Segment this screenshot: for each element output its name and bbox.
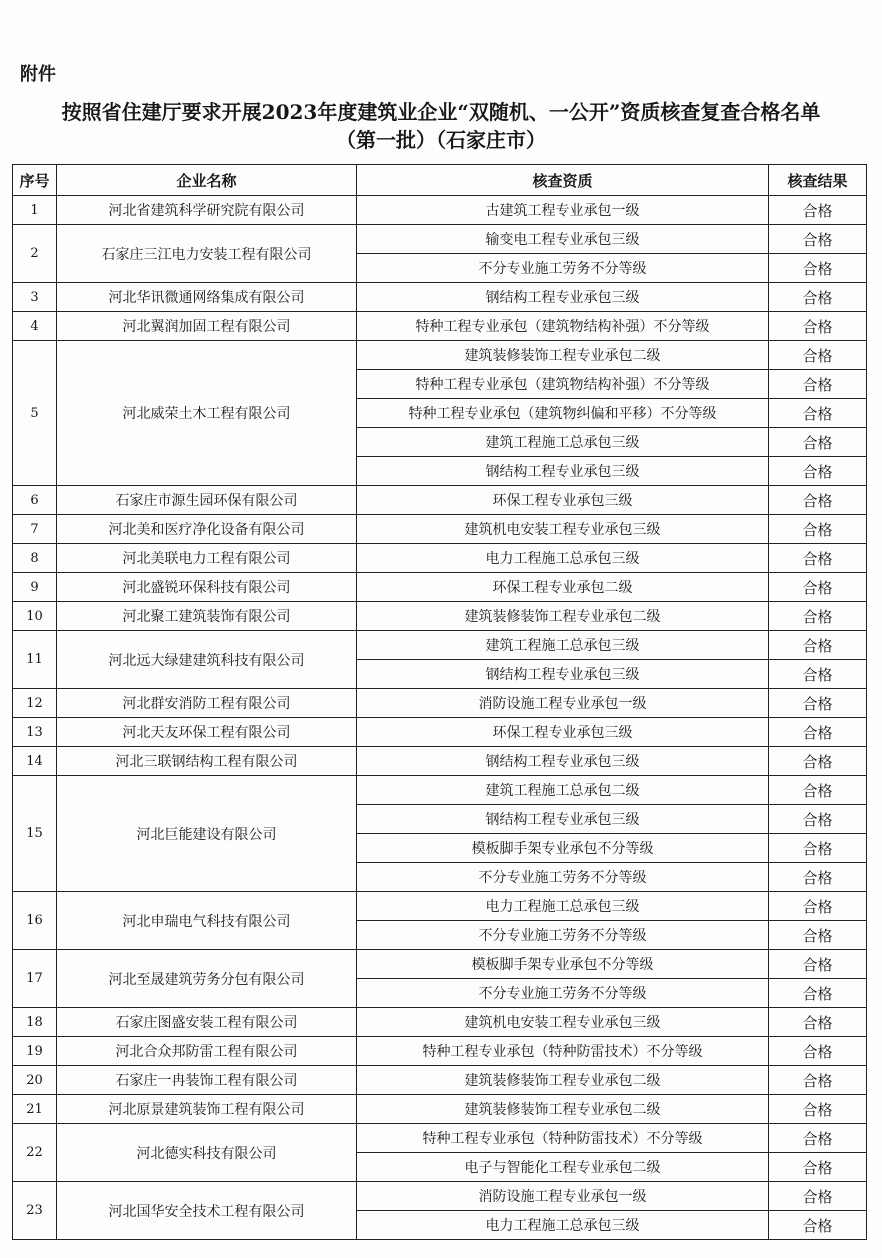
table-row	[13, 486, 867, 515]
qualification-cell: 电力工程施工总承包三级	[357, 544, 769, 573]
result-cell: 合格	[769, 1008, 867, 1037]
result-cell: 合格	[769, 834, 867, 863]
table-body	[13, 196, 867, 1240]
serial-number-cell: 12	[13, 689, 57, 718]
qualification-cell: 钢结构工程专业承包三级	[357, 660, 769, 689]
result-cell: 合格	[769, 979, 867, 1008]
serial-number-cell: 23	[13, 1182, 57, 1240]
result-cell: 合格	[769, 1095, 867, 1124]
qualification-cell: 消防设施工程专业承包一级	[357, 689, 769, 718]
company-name-cell: 河北原景建筑装饰工程有限公司	[57, 1095, 357, 1124]
result-cell: 合格	[769, 573, 867, 602]
result-cell: 合格	[769, 863, 867, 892]
table-row	[13, 718, 867, 747]
qualification-cell: 不分专业施工劳务不分等级	[357, 863, 769, 892]
qualification-cell: 特种工程专业承包（建筑物结构补强）不分等级	[357, 312, 769, 341]
table-row	[13, 892, 867, 921]
qualification-cell: 建筑装修装饰工程专业承包二级	[357, 602, 769, 631]
serial-number-cell: 19	[13, 1037, 57, 1066]
result-cell: 合格	[769, 631, 867, 660]
table-row	[13, 1037, 867, 1066]
table-row	[13, 602, 867, 631]
company-name-cell: 河北三联钢结构工程有限公司	[57, 747, 357, 776]
qualification-cell: 不分专业施工劳务不分等级	[357, 254, 769, 283]
qualification-cell: 特种工程专业承包（建筑物结构补强）不分等级	[357, 370, 769, 399]
result-cell: 合格	[769, 254, 867, 283]
company-name-cell: 河北远大绿建建筑科技有限公司	[57, 631, 357, 689]
result-cell: 合格	[769, 1182, 867, 1211]
serial-number-cell: 7	[13, 515, 57, 544]
table-row	[13, 573, 867, 602]
qualification-cell: 不分专业施工劳务不分等级	[357, 979, 769, 1008]
title-line-1: 按照省住建厅要求开展2023年度建筑业企业“双随机、一公开”资质核查复查合格名单	[61, 100, 821, 124]
qualification-cell: 电力工程施工总承包三级	[357, 892, 769, 921]
company-name-cell: 河北至晟建筑劳务分包有限公司	[57, 950, 357, 1008]
company-name-cell: 河北美联电力工程有限公司	[57, 544, 357, 573]
table-row	[13, 747, 867, 776]
result-cell: 合格	[769, 283, 867, 312]
header-qualification: 核查资质	[357, 165, 769, 196]
qualification-cell: 模板脚手架专业承包不分等级	[357, 950, 769, 979]
serial-number-cell: 22	[13, 1124, 57, 1182]
qualification-cell: 钢结构工程专业承包三级	[357, 805, 769, 834]
result-cell: 合格	[769, 718, 867, 747]
result-cell: 合格	[769, 457, 867, 486]
result-cell: 合格	[769, 370, 867, 399]
document-title	[0, 98, 882, 154]
serial-number-cell: 14	[13, 747, 57, 776]
qualification-cell: 古建筑工程专业承包一级	[357, 196, 769, 225]
serial-number-cell: 1	[13, 196, 57, 225]
company-name-cell: 河北天友环保工程有限公司	[57, 718, 357, 747]
qualification-cell: 建筑机电安装工程专业承包三级	[357, 515, 769, 544]
company-name-cell: 河北华讯微通网络集成有限公司	[57, 283, 357, 312]
table-row	[13, 196, 867, 225]
table-row	[13, 341, 867, 370]
header-company-name: 企业名称	[57, 165, 357, 196]
table-row	[13, 1008, 867, 1037]
serial-number-cell: 4	[13, 312, 57, 341]
qualification-cell: 建筑工程施工总承包三级	[357, 631, 769, 660]
result-cell: 合格	[769, 689, 867, 718]
serial-number-cell: 18	[13, 1008, 57, 1037]
result-cell: 合格	[769, 602, 867, 631]
qualification-cell: 电子与智能化工程专业承包二级	[357, 1153, 769, 1182]
serial-number-cell: 2	[13, 225, 57, 283]
table-row	[13, 950, 867, 979]
company-name-cell: 河北群安消防工程有限公司	[57, 689, 357, 718]
company-name-cell: 河北德实科技有限公司	[57, 1124, 357, 1182]
result-cell: 合格	[769, 1124, 867, 1153]
attachment-label: 附件	[20, 64, 56, 85]
serial-number-cell: 11	[13, 631, 57, 689]
result-cell: 合格	[769, 486, 867, 515]
serial-number-cell: 17	[13, 950, 57, 1008]
table-row	[13, 776, 867, 805]
result-cell: 合格	[769, 776, 867, 805]
company-name-cell: 河北威荣土木工程有限公司	[57, 341, 357, 486]
company-name-cell: 河北翼润加固工程有限公司	[57, 312, 357, 341]
result-cell: 合格	[769, 950, 867, 979]
company-name-cell: 河北聚工建筑装饰有限公司	[57, 602, 357, 631]
qualification-cell: 钢结构工程专业承包三级	[357, 747, 769, 776]
company-name-cell: 石家庄图盛安装工程有限公司	[57, 1008, 357, 1037]
company-name-cell: 石家庄一冉装饰工程有限公司	[57, 1066, 357, 1095]
result-cell: 合格	[769, 921, 867, 950]
qualification-cell: 环保工程专业承包二级	[357, 573, 769, 602]
company-name-cell: 河北盛锐环保科技有限公司	[57, 573, 357, 602]
qualification-cell: 不分专业施工劳务不分等级	[357, 921, 769, 950]
table-row	[13, 225, 867, 254]
qualification-cell: 建筑装修装饰工程专业承包二级	[357, 1095, 769, 1124]
title-line-2: （第一批）（石家庄市）	[336, 128, 546, 152]
company-name-cell: 河北合众邦防雷工程有限公司	[57, 1037, 357, 1066]
table-row	[13, 283, 867, 312]
serial-number-cell: 15	[13, 776, 57, 892]
serial-number-cell: 9	[13, 573, 57, 602]
qualification-cell: 特种工程专业承包（建筑物纠偏和平移）不分等级	[357, 399, 769, 428]
result-cell: 合格	[769, 341, 867, 370]
serial-number-cell: 16	[13, 892, 57, 950]
result-cell: 合格	[769, 1037, 867, 1066]
table-row	[13, 631, 867, 660]
table-row	[13, 689, 867, 718]
qualification-cell: 电力工程施工总承包三级	[357, 1211, 769, 1240]
result-cell: 合格	[769, 805, 867, 834]
company-name-cell: 河北美和医疗净化设备有限公司	[57, 515, 357, 544]
qualification-cell: 消防设施工程专业承包一级	[357, 1182, 769, 1211]
serial-number-cell: 8	[13, 544, 57, 573]
table-row	[13, 1066, 867, 1095]
serial-number-cell: 6	[13, 486, 57, 515]
qualification-cell: 模板脚手架专业承包不分等级	[357, 834, 769, 863]
qualification-cell: 输变电工程专业承包三级	[357, 225, 769, 254]
serial-number-cell: 20	[13, 1066, 57, 1095]
table-row	[13, 544, 867, 573]
qualification-cell: 特种工程专业承包（特种防雷技术）不分等级	[357, 1124, 769, 1153]
qualification-cell: 特种工程专业承包（特种防雷技术）不分等级	[357, 1037, 769, 1066]
qualification-cell: 环保工程专业承包三级	[357, 486, 769, 515]
qualified-companies-table	[12, 164, 867, 1240]
result-cell: 合格	[769, 196, 867, 225]
serial-number-cell: 13	[13, 718, 57, 747]
serial-number-cell: 5	[13, 341, 57, 486]
qualification-cell: 建筑机电安装工程专业承包三级	[357, 1008, 769, 1037]
result-cell: 合格	[769, 747, 867, 776]
table-header-row	[13, 165, 867, 196]
result-cell: 合格	[769, 225, 867, 254]
table-row	[13, 312, 867, 341]
company-name-cell: 河北申瑞电气科技有限公司	[57, 892, 357, 950]
table-row	[13, 515, 867, 544]
company-name-cell: 河北巨能建设有限公司	[57, 776, 357, 892]
company-name-cell: 河北省建筑科学研究院有限公司	[57, 196, 357, 225]
result-cell: 合格	[769, 660, 867, 689]
table-row	[13, 1124, 867, 1153]
result-cell: 合格	[769, 428, 867, 457]
result-cell: 合格	[769, 1153, 867, 1182]
qualification-cell: 建筑装修装饰工程专业承包二级	[357, 1066, 769, 1095]
qualification-cell: 环保工程专业承包三级	[357, 718, 769, 747]
result-cell: 合格	[769, 515, 867, 544]
qualification-cell: 建筑装修装饰工程专业承包二级	[357, 341, 769, 370]
serial-number-cell: 10	[13, 602, 57, 631]
qualification-cell: 建筑工程施工总承包二级	[357, 776, 769, 805]
result-cell: 合格	[769, 544, 867, 573]
company-name-cell: 河北国华安全技术工程有限公司	[57, 1182, 357, 1240]
table-row	[13, 1182, 867, 1211]
qualification-cell: 钢结构工程专业承包三级	[357, 457, 769, 486]
company-name-cell: 石家庄市源生园环保有限公司	[57, 486, 357, 515]
result-cell: 合格	[769, 892, 867, 921]
result-cell: 合格	[769, 312, 867, 341]
serial-number-cell: 3	[13, 283, 57, 312]
serial-number-cell: 21	[13, 1095, 57, 1124]
qualification-cell: 建筑工程施工总承包三级	[357, 428, 769, 457]
result-cell: 合格	[769, 1211, 867, 1240]
header-serial-number: 序号	[13, 165, 57, 196]
result-cell: 合格	[769, 1066, 867, 1095]
header-result: 核查结果	[769, 165, 867, 196]
company-name-cell: 石家庄三江电力安装工程有限公司	[57, 225, 357, 283]
table-row	[13, 1095, 867, 1124]
qualification-cell: 钢结构工程专业承包三级	[357, 283, 769, 312]
result-cell: 合格	[769, 399, 867, 428]
